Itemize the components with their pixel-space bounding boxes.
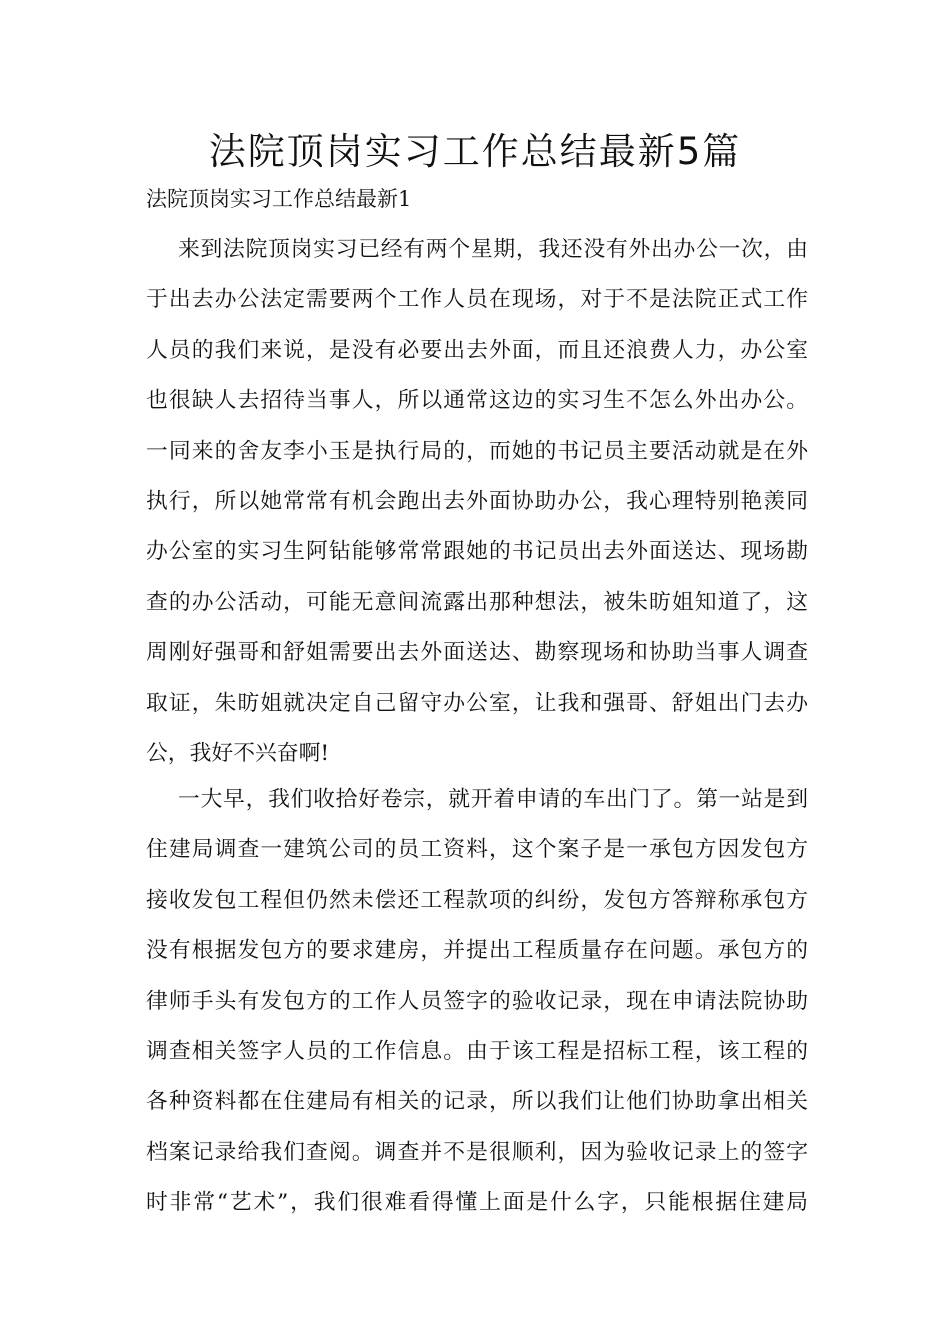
paragraph-line: 一同来的舍友李小玉是执行局的，而她的书记员主要活动就是在外 [146, 438, 808, 464]
paragraph-line: 于出去办公法定需要两个工作人员在现场，对于不是法院正式工作 [146, 287, 808, 313]
paragraph-line: 一大早，我们收拾好卷宗，就开着申请的车出门了。第一站是到 [178, 787, 808, 812]
paragraph-line: 周刚好强哥和舒姐需要出去外面送达、勘察现场和协助当事人调查 [146, 640, 808, 666]
paragraph-line: 档案记录给我们查阅。调查并不是很顺利，因为验收记录上的签字 [146, 1139, 808, 1165]
paragraph-line: 接收发包工程但仍然未偿还工程款项的纠纷，发包方答辩称承包方 [146, 887, 808, 913]
paragraph-line: 各种资料都在住建局有相关的记录，所以我们让他们协助拿出相关 [146, 1089, 808, 1115]
paragraph-line: 人员的我们来说，是没有必要出去外面，而且还浪费人力，办公室 [146, 337, 808, 363]
paragraph-line: 住建局调查一建筑公司的员工资料，这个案子是一承包方因发包方 [146, 837, 808, 863]
section-heading: 法院顶岗实习工作总结最新1 [146, 187, 412, 211]
paragraph-line: 来到法院顶岗实习已经有两个星期，我还没有外出办公一次，由 [178, 237, 808, 262]
paragraph-line: 律师手头有发包方的工作人员签字的验收记录，现在申请法院协助 [146, 988, 808, 1014]
paragraph-line: 也很缺人去招待当事人，所以通常这边的实习生不怎么外出办公。 [146, 388, 808, 414]
paragraph-line: 执行，所以她常常有机会跑出去外面协助办公，我心理特别艳羡同 [146, 488, 808, 514]
paragraph-line: 没有根据发包方的要求建房，并提出工程质量存在问题。承包方的 [146, 938, 808, 964]
paragraph-2 [146, 775, 808, 1229]
paragraph-1 [146, 225, 808, 779]
paragraph-line: 取证，朱昉姐就决定自己留守办公室，让我和强哥、舒姐出门去办 [146, 690, 808, 716]
paragraph-line: 查的办公活动，可能无意间流露出那种想法，被朱昉姐知道了，这 [146, 589, 808, 615]
paragraph-line: 办公室的实习生阿钻能够常常跟她的书记员出去外面送达、现场勘 [146, 539, 808, 565]
document-title: 法院顶岗实习工作总结最新5篇 [208, 130, 742, 173]
paragraph-line: 时非常“艺术”，我们很难看得懂上面是什么字，只能根据住建局 [146, 1190, 808, 1216]
paragraph-line: 公，我好不兴奋啊! [146, 740, 330, 766]
paragraph-line: 调查相关签字人员的工作信息。由于该工程是招标工程，该工程的 [146, 1038, 808, 1064]
